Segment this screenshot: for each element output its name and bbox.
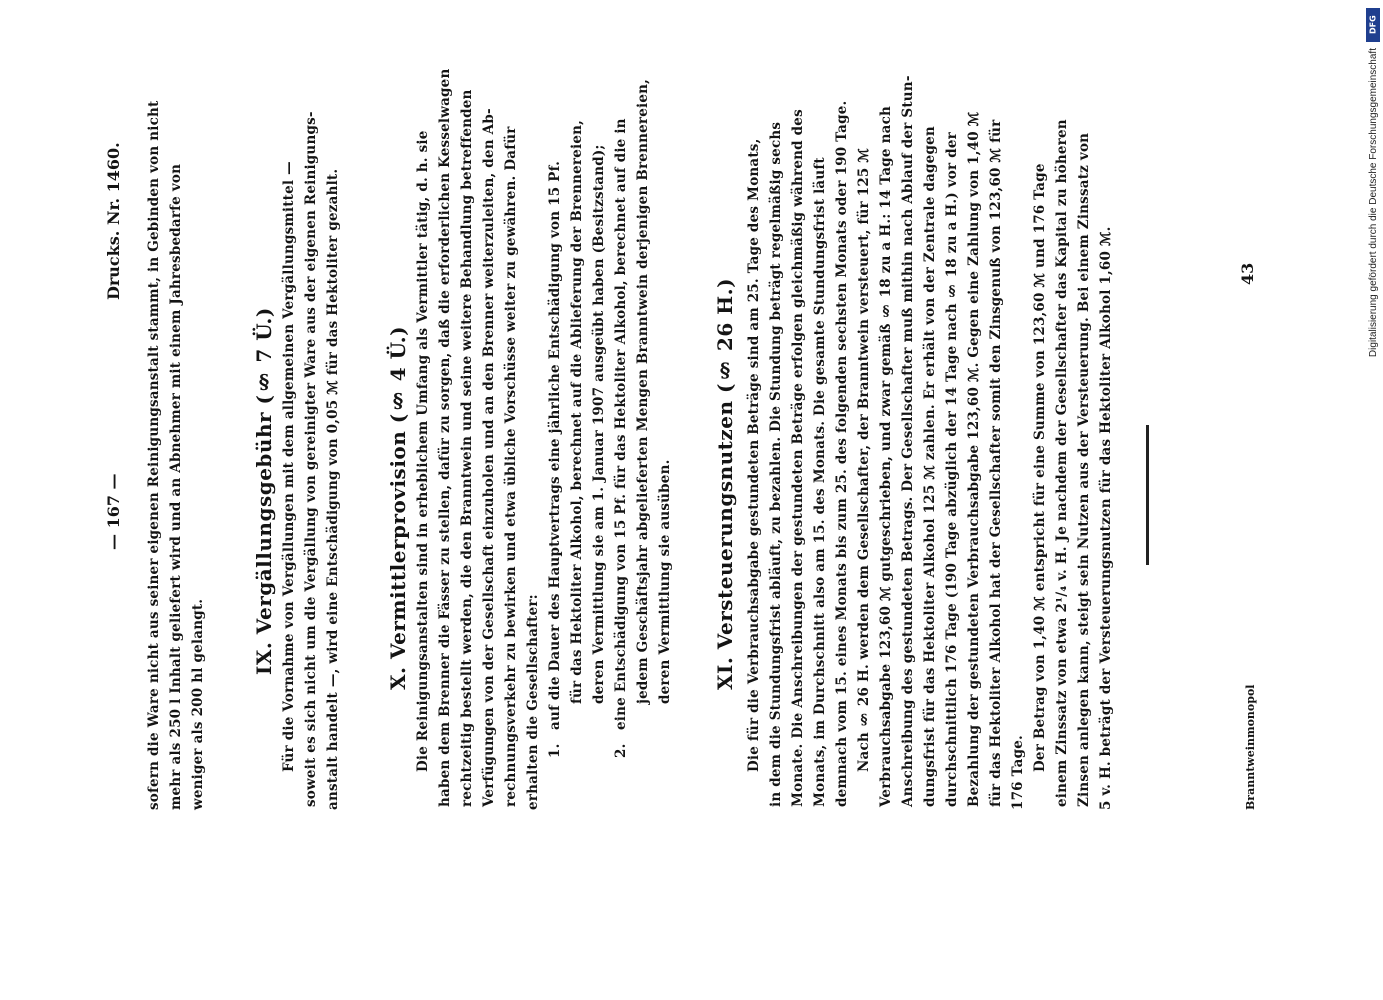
section-xi-title: XI. Versteuerungsnutzen (§ 26 H.)	[713, 277, 737, 690]
digitization-credit: Digitalisierung gefördert durch die Deutsche Forschungsgemeinschaft	[1368, 48, 1379, 358]
section-ix-line-1: Für die Vornahme von Vergällungen mit dem allgemeinen Vergällungsmittel —	[281, 161, 297, 772]
section-xi-line-8: Anschreibung des gestundeten Betrags. Der Gesellschafter muß mithin nach Ablauf der Stun-	[900, 75, 916, 807]
section-xi-line-17: 5 v. H. beträgt der Versteuerungsnutzen für das Hektoliter Alkohol 1,60 ℳ.	[1098, 226, 1114, 810]
document-number: Drucks. Nr. 1460.	[104, 142, 123, 300]
section-x-item-2-line-1: eine Entschädigung von 15 Pf. für das Hektoliter Alkohol, berechnet auf die in	[613, 118, 629, 730]
section-xi-line-9: dungsfrist für das Hektoliter Alkohol 125 ℳ zahlen. Er erhält von der Zentrale dagegen	[922, 126, 938, 807]
section-end-rule	[1146, 425, 1149, 565]
section-x-line-6: erhalten die Gesellschafter:	[525, 594, 541, 810]
section-x-line-5: rechnungsverkehr zu bewirken und etwa übliche Vorschüsse weiter zu gewähren. Dafür	[503, 126, 519, 807]
section-xi-line-6: Nach § 26 H. werden dem Gesellschafter, der Branntwein versteuert, für 125 ℳ	[856, 147, 872, 772]
section-xi-line-13: 176 Tage.	[1010, 735, 1026, 810]
section-x-item-1-line-3: deren Vermittlung sie am 1. Januar 1907 ausgeübt haben (Besitzstand);	[591, 144, 607, 704]
section-x-item-1-line-2: für das Hektoliter Alkohol, berechnet auf die Ablieferung der Brennereien,	[569, 119, 585, 704]
section-x-item-2-line-2: jedem Geschäftsjahr abgelieferten Mengen Branntwein derjenigen Brennereien,	[635, 78, 651, 704]
footer-page-number: 43	[1238, 262, 1257, 285]
section-x-item-2-number: 2.	[613, 743, 629, 758]
section-x-line-4: Verfügungen von der Gesellschaft einzuholen und an den Brenner weiterzuleiten, den Ab-	[481, 108, 497, 807]
dfg-logo: DFG	[1366, 8, 1380, 42]
section-xi-line-2: in dem die Stundungsfrist abläuft, zu bezahlen. Die Stundung beträgt regelmäßig sechs	[768, 121, 784, 807]
section-x-item-1-line-1: auf die Dauer des Hauptvertrags eine jährliche Entschädigung von 15 Pf.	[547, 161, 563, 730]
section-ix-line-2: soweit es sich nicht um die Vergällung von gereinigter Ware aus der eigenen Reinigungs-	[303, 111, 319, 807]
page-number: — 167 —	[104, 473, 123, 550]
section-xi-line-4: Monats, im Durchschnitt also am 15. des Monats. Die gesamte Stundungsfrist läuft	[812, 157, 828, 807]
section-xi-line-5: demnach vom 15. eines Monats bis zum 25. des folgenden sechsten Monats oder 190 Tage.	[834, 100, 850, 807]
section-xi-line-14: Der Betrag von 1,40 ℳ entspricht für eine Summe von 123,60 ℳ und 176 Tage	[1032, 163, 1048, 772]
section-ix-line-3: anstalt handelt —, wird eine Entschädigung von 0,05 ℳ für das Hektoliter gezahlt.	[325, 168, 341, 810]
section-x-line-2: haben dem Brenner die Fässer zu stellen, dafür zu sorgen, daß die erforderlichen Kesselwagen	[437, 68, 453, 807]
section-x-line-1: Die Reinigungsanstalten sind in erheblichem Umfang als Vermittler tätig, d. h. sie	[415, 130, 431, 772]
section-ix-title: IX. Vergällungsgebühr (§ 7 Ü.)	[252, 307, 276, 675]
section-x-item-1-number: 1.	[547, 743, 563, 758]
section-xi-line-15: einem Zinssatz von etwa 2¹/₄ v. H. Je nachdem der Gesellschafter das Kapital zu höheren	[1054, 119, 1070, 807]
section-x-line-3: rechtzeitig bestellt werden, die den Branntwein und seine weitere Behandlung betreffenden	[459, 89, 475, 807]
section-xi-line-16: Zinsen anlegen kann, steigt sein Nutzen aus der Versteuerung. Bei einem Zinssatz von	[1076, 132, 1092, 807]
section-xi-line-10: durchschnittlich 176 Tage (190 Tage abzüglich der 14 Tage nach § 18 zu a H.) vor der	[944, 132, 960, 807]
section-xi-line-3: Monate. Die Anschreibungen der gestundeten Beträge erfolgen gleichmäßig während des	[790, 109, 806, 807]
section-xi-line-1: Die für die Verbrauchsabgabe gestundeten Beträge sind am 25. Tage des Monats,	[746, 138, 762, 772]
section-x-item-2-line-3: deren Vermittlung sie ausüben.	[657, 459, 673, 704]
footer-label: Branntweinmonopol	[1244, 684, 1257, 810]
intro-line-3: weniger als 200 hl gelangt.	[190, 598, 206, 810]
section-xi-line-12: für das Hektoliter Alkohol hat der Gesellschafter somit den Zinsgenuß von 123,60 ℳ für	[988, 119, 1004, 807]
section-xi-line-11: Bezahlung der gestundeten Verbrauchsabgabe 123,60 ℳ. Gegen eine Zahlung von 1,40 ℳ	[966, 111, 982, 807]
section-x-title: X. Vermittlerprovision (§ 4 Ü.)	[386, 325, 410, 690]
intro-line-2: mehr als 250 l Inhalt geliefert wird und an Abnehmer mit einem Jahresbedarfe von	[168, 163, 184, 810]
section-xi-line-7: Verbrauchsabgabe 123,60 ℳ gutgeschrieben, und zwar gemäß § 18 zu a H.: 14 Tage nach	[878, 105, 894, 807]
intro-line-1: sofern die Ware nicht aus seiner eigenen Reinigungsanstalt stammt, in Gebinden von nicht	[146, 100, 162, 810]
